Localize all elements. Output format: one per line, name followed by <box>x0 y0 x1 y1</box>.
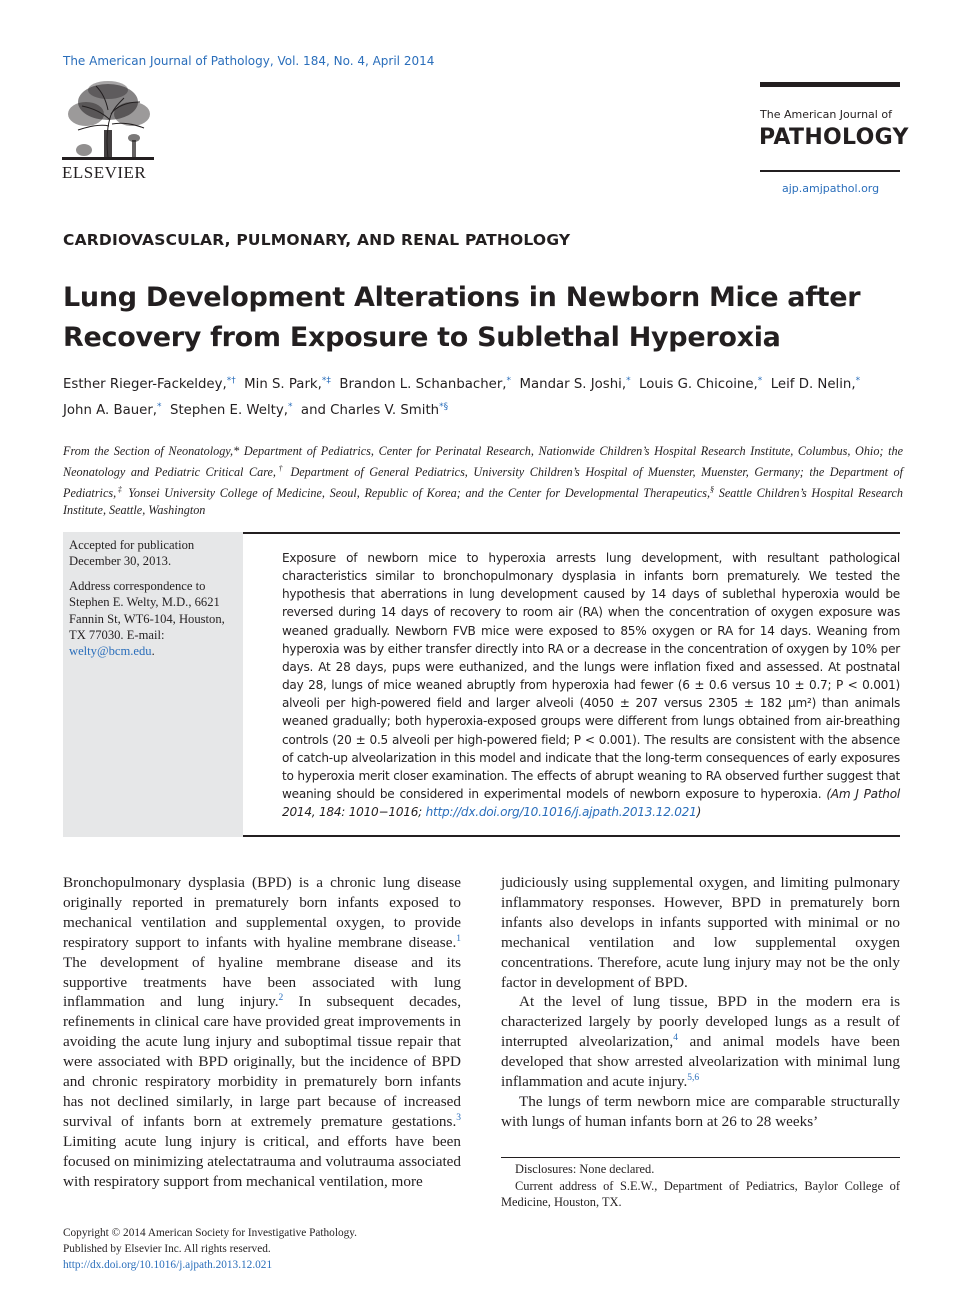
reference-link[interactable]: 5,6 <box>687 1073 700 1084</box>
abstract <box>282 549 900 821</box>
affiliations: From the Section of Neonatology,* Department of Pediatrics, Center for Perinatal Research, Nationwide Children’s Hospital Research Institute, Columbus, Ohio; the Neonatology and Pediatric Critical Care,† Department of General Pediatrics, University Children’s Hospital of Muenster, Muenster, Germany; the Department of Pediatrics,‡ Yonsei University College of Medicine, Seoul, Republic of Korea; and the Center for Developmental Therapeutics,§ Seattle Children’s Hospital Research Institute, Seattle, Washington <box>63 444 904 518</box>
abstract-text: Exposure of newborn mice to hyperoxia arrests lung development, with resultant pathological characteristics similar to bronchopulmonary dysplasia in infants born prematurely. We tested the hypothesis that aberrations in lung development caused by 14 days of sublethal hyperoxia would be reversed during 14 days of recovery to room air (RA) when the concentration of oxygen exposure was weaned gradually. Newborn FVB mice were exposed to 85% oxygen or RA for 14 days. Weaning from hyperoxia was by either transfer directly into RA or a decrease in the concentration of oxygen by 10% per days. At 28 days, pups were euthanized, and the lungs were inflation fixed and assessed. At postnatal day 28, lungs of mice weaned abruptly from hyperoxia had fewer (6 ± 0.6 versus 10 ± 0.7; P < 0.001) alveoli per high-powered field and larger alveoli (4050 ± 207 versus 2305 ± 182 μm²) than animals weaned gradually; both hyperoxia-exposed groups were different from lungs obtained from air-breathing controls (20 ± 0.5 alveoli per high-powered field; P < 0.001). The results are consistent with the absence of catch-up alveolarization in this model and indicate that the long-term consequences of early exposures to hyperoxia merit closer examination. The effects of abrupt weaning to RA observed further suggest that weaning should be considered in experimental models of newborn exposure to hyperoxia. <box>282 551 900 802</box>
elsevier-tree-logo <box>62 80 154 165</box>
masthead-rule-top <box>760 82 900 87</box>
author-list <box>63 370 908 422</box>
author: Louis G. Chicoine,* <box>639 376 763 392</box>
body-column-right <box>501 873 900 1132</box>
tree-logo-icon <box>62 80 154 160</box>
affiliation-marker[interactable]: *‡ <box>321 376 331 386</box>
affiliation-marker[interactable]: * <box>855 376 861 386</box>
author: Mandar S. Joshi,* <box>519 376 631 392</box>
reference-link[interactable]: 1 <box>456 933 461 944</box>
author: Brandon L. Schanbacher,* <box>339 376 512 392</box>
title-line-2: Recovery from Exposure to Sublethal Hyperoxia <box>63 322 781 353</box>
author: John A. Bauer,* <box>63 402 162 418</box>
paragraph: The lungs of term newborn mice are comparable structurally with lungs of human infants born at 26 to 28 weeks’ <box>501 1092 900 1130</box>
author: Stephen E. Welty,* <box>170 402 293 418</box>
article-title <box>63 278 903 358</box>
paragraph: judiciously using supplemental oxygen, and limiting pulmonary inflammatory responses. However, BPD in prematurely born infants also develops in infants supported with minimal or no mechanical ventilation and low supplemental oxygen concentrations. Therefore, acute lung injury may not be the only factor in development of BPD. <box>501 874 900 991</box>
publisher-line: Published by Elsevier Inc. All rights reserved. <box>63 1243 271 1256</box>
journal-citation-line: The American Journal of Pathology, Vol. 184, No. 4, April 2014 <box>63 54 435 68</box>
affiliation-marker[interactable]: * <box>626 376 631 386</box>
correspondence-email-link[interactable]: welty@bcm.edu <box>69 644 152 659</box>
affiliation-marker[interactable]: *§ <box>439 402 449 412</box>
affiliation-marker[interactable]: * <box>506 376 512 386</box>
elsevier-wordmark: ELSEVIER <box>62 163 147 182</box>
body-column-left <box>63 873 461 1192</box>
affiliation-marker[interactable]: *† <box>226 376 236 386</box>
footnotes <box>501 1161 900 1211</box>
author: Min S. Park,*‡ <box>244 376 331 392</box>
masthead-rule-bottom <box>760 170 900 172</box>
correspondence-address: Address correspondence to Stephen E. Welty, M.D., 6621 Fannin St, WT6-104, Houston, TX 77030. E-mail: welty@bcm.edu. <box>69 578 225 659</box>
article-info-sidebar <box>63 532 243 837</box>
masthead-title: PATHOLOGY <box>759 125 909 150</box>
section-heading: CARDIOVASCULAR, PULMONARY, AND RENAL PATHOLOGY <box>63 231 571 249</box>
masthead-subtitle: The American Journal of <box>760 108 892 121</box>
reference-link[interactable]: 2 <box>278 993 284 1004</box>
reference-link[interactable]: 4 <box>673 1033 678 1044</box>
disclosures-note: Disclosures: None declared. <box>515 1162 655 1176</box>
author: Leif D. Nelin,* <box>770 376 861 392</box>
accepted-date: Accepted for publication December 30, 2013. <box>69 538 195 569</box>
reference-link[interactable]: 3 <box>456 1112 461 1123</box>
copyright-line: Copyright © 2014 American Society for Investigative Pathology. <box>63 1227 357 1239</box>
affiliation-marker[interactable]: * <box>287 402 293 412</box>
abstract-rule-bottom <box>243 835 900 837</box>
affiliation-marker[interactable]: * <box>157 402 162 412</box>
footnote-rule <box>501 1157 900 1158</box>
current-address-note: Current address of S.E.W., Department of Pediatrics, Baylor College of Medicine, Houston, TX. <box>501 1178 900 1210</box>
journal-website-link[interactable]: ajp.amjpathol.org <box>782 182 880 195</box>
author: Esther Rieger-Fackeldey,*† <box>63 376 236 392</box>
abstract-citation: (Am J Pathol 2014, 184: 1010−1016; http://dx.doi.org/10.1016/j.ajpath.2013.12.021) <box>282 787 900 820</box>
paragraph: At the level of lung tissue, BPD in the modern era is characterized largely by poorly developed lungs as a result of interrupted alveolarization,$^4$ and animal models have been developed that show arrested alveolarization with minimal lung inflammation and acute injury.$^{5,6}$ <box>501 993 900 1091</box>
copyright-block <box>63 1225 463 1274</box>
abstract-doi-link[interactable]: http://dx.doi.org/10.1016/j.ajpath.2013.12.021 <box>425 805 697 820</box>
title-line-1: Lung Development Alterations in Newborn Mice after <box>63 282 861 313</box>
affiliation-marker[interactable]: * <box>757 376 763 386</box>
paragraph: Bronchopulmonary dysplasia (BPD) is a chronic lung disease originally reported in prematurely born infants exposed to mechanical ventilation and supplemental oxygen, to provide respiratory support to infants with hyaline membrane disease.$^1$ The development of hyaline membrane disease and its supportive treatments have been associated with lung inflammation and lung injury.$^2$ In subsequent decades, refinements in clinical care have provided great improvements in avoiding the acute lung injury and suboptimal tissue repair that were associated with BPD originally, but the incidence of BPD and chronic respiratory morbidity in prematurely born infants has not declined similarly, in large part because of increased survival of infants born at extremely premature gestations.$^3$ Limiting acute lung injury is critical, and efforts have been focused on minimizing atelectatrauma and volutrauma associated with respiratory support from mechanical ventilation, more <box>63 874 461 1190</box>
author: and Charles V. Smith*§ <box>300 402 449 418</box>
abstract-rule-top <box>243 532 900 534</box>
article-doi-link[interactable]: http://dx.doi.org/10.1016/j.ajpath.2013.12.021 <box>63 1259 273 1272</box>
